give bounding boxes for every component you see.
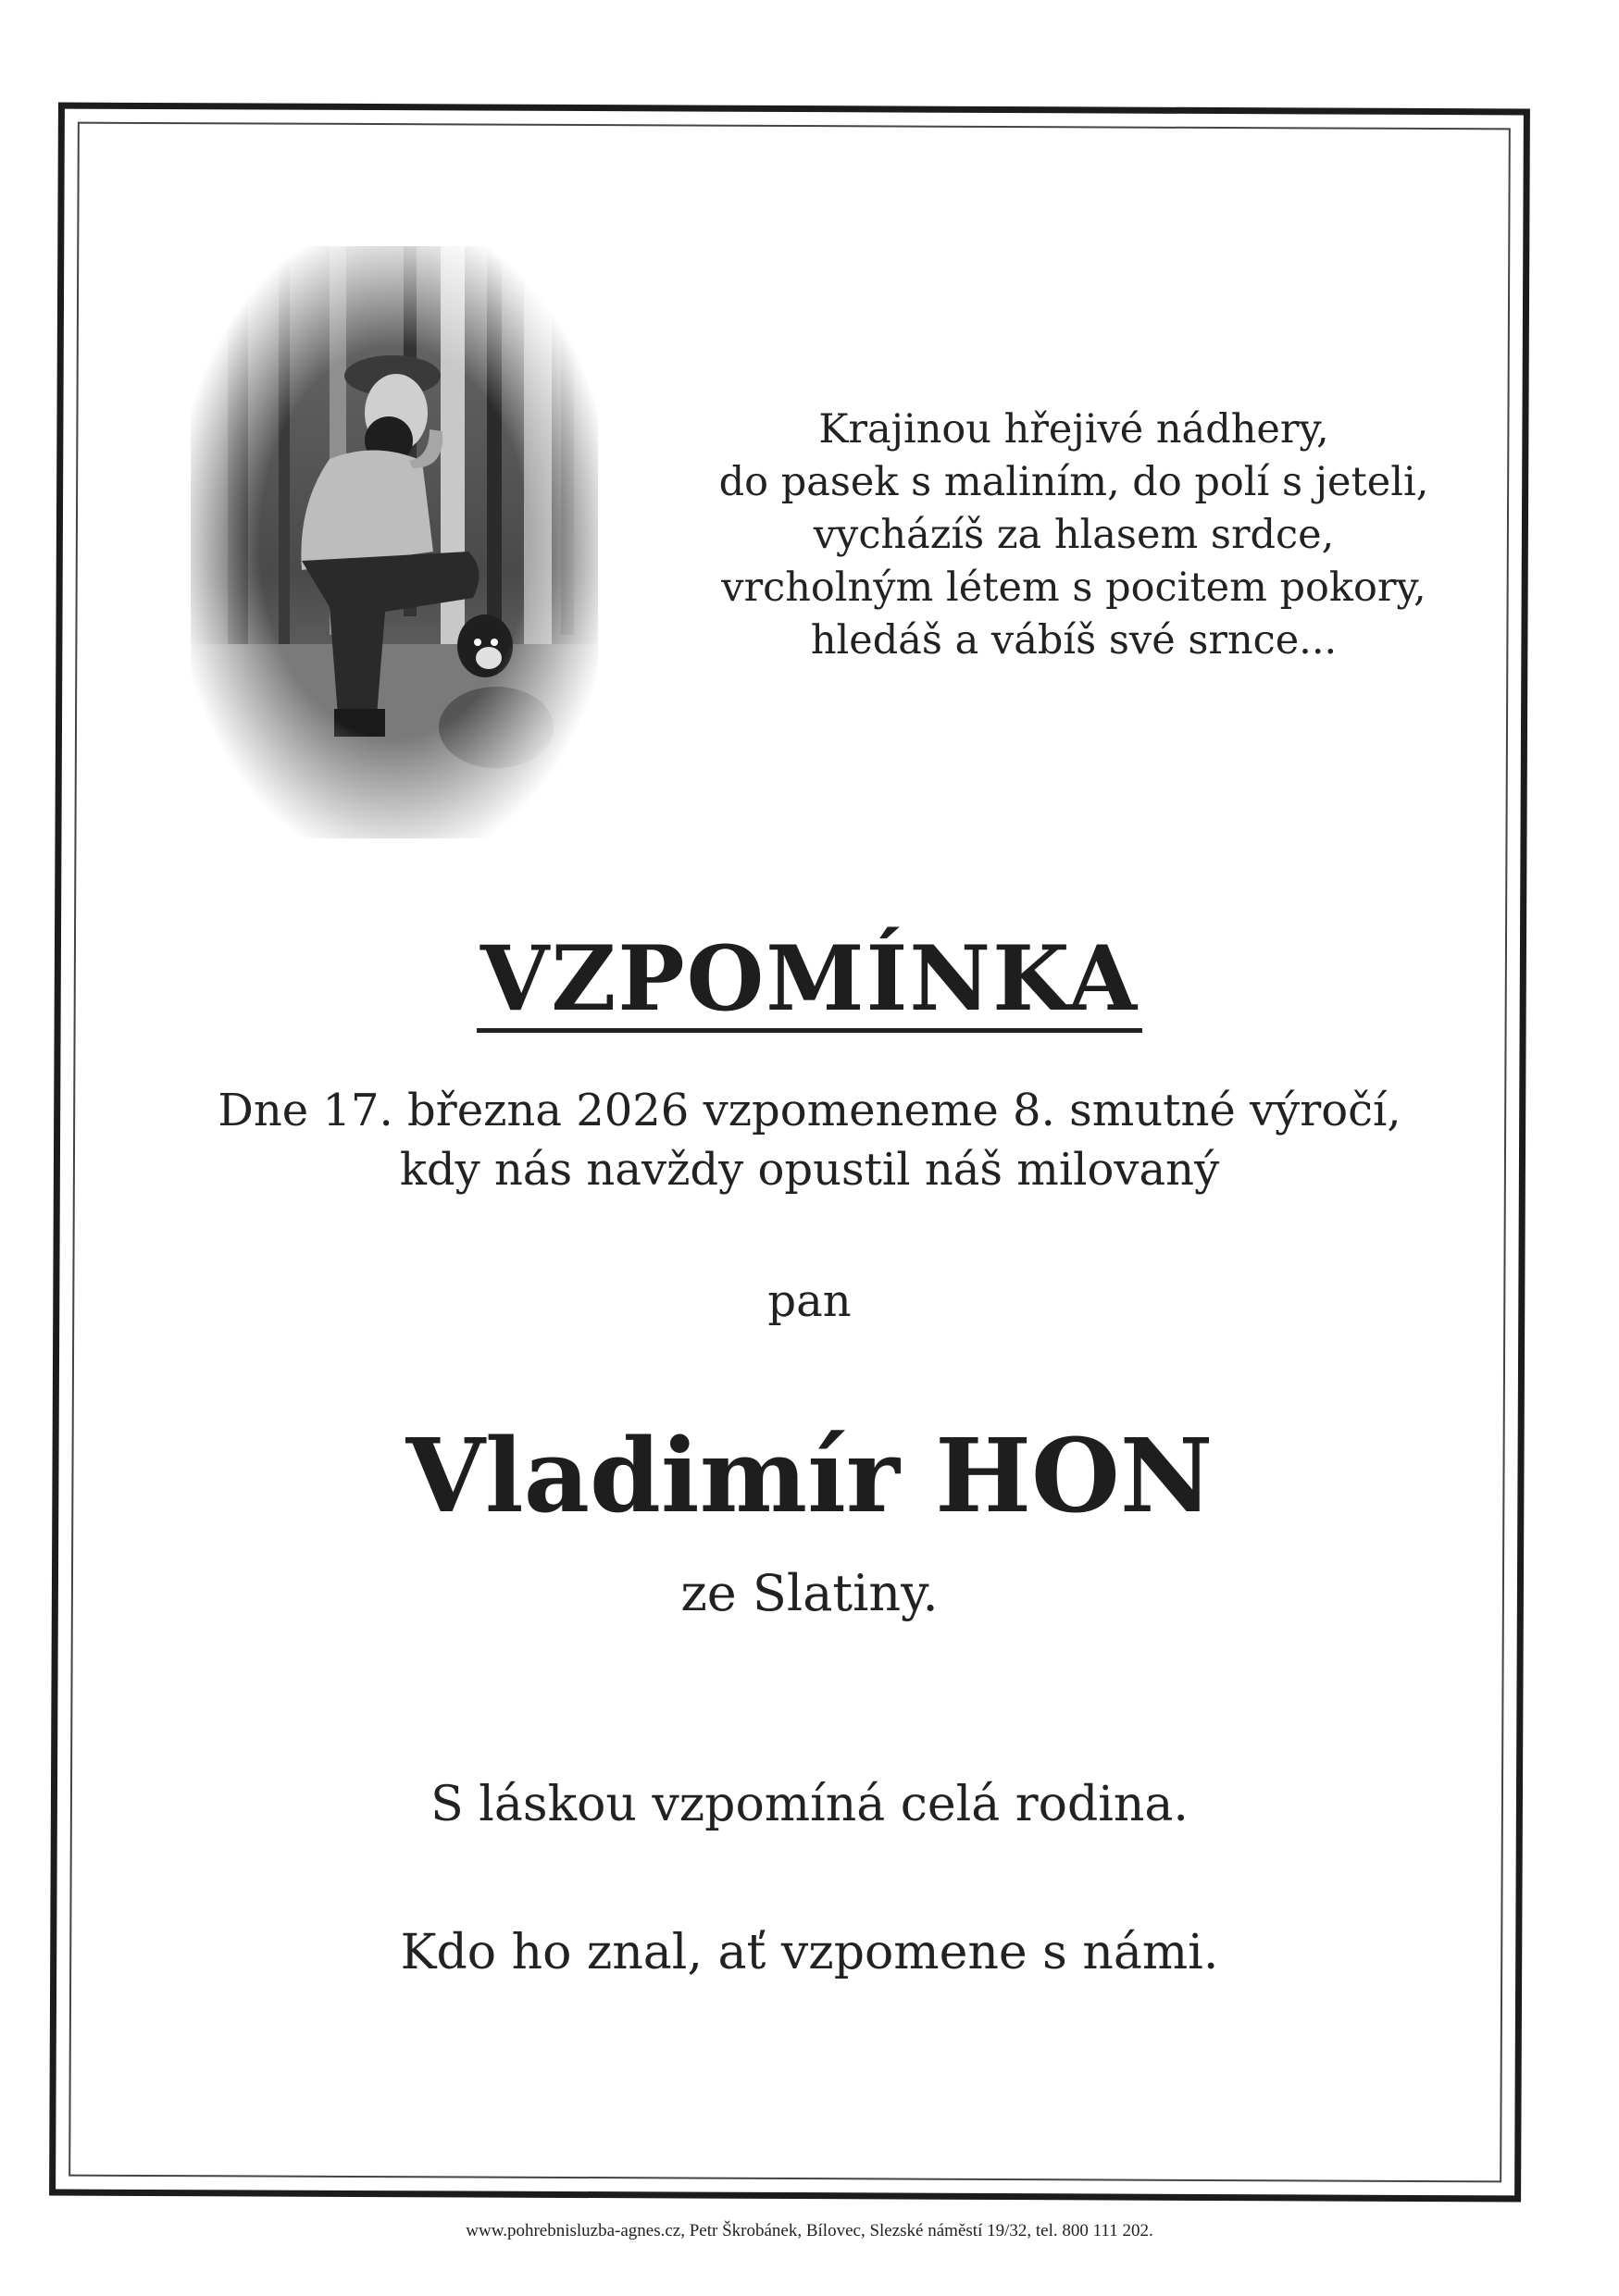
page-title: VZPOMÍNKA <box>477 930 1142 1033</box>
invite-line: Kdo ho znal, ať vzpomene s námi. <box>400 1925 1219 1980</box>
origin: ze Slatiny. <box>680 1564 939 1622</box>
poem-line: do pasek s maliním, do polí s jeteli, <box>718 459 1429 505</box>
family-line: S láskou vzpomíná celá rodina. <box>430 1777 1189 1832</box>
heading-container <box>0 926 1619 1033</box>
poem-line: Krajinou hřejivé nádhery, <box>818 406 1329 453</box>
footer-contact: www.pohrebnisluzba-agnes.cz, Petr Škrobánek, Bílovec, Slezské náměstí 19/32, tel. 800 111 202. <box>466 2221 1153 2240</box>
poem-line: vycházíš za hlasem srdce, <box>813 512 1335 558</box>
poem-line: hledáš a vábíš své srnce... <box>810 617 1338 664</box>
memorial-photo <box>191 246 598 838</box>
title-word: pan <box>767 1275 852 1327</box>
poem <box>666 403 1481 667</box>
deceased-name: Vladimír HON <box>405 1416 1214 1535</box>
announcement-line-1: Dne 17. března 2026 vzpomeneme 8. smutné výročí, <box>218 1085 1401 1136</box>
announcement <box>0 1081 1619 1199</box>
announcement-line-2: kdy nás navždy opustil náš milovaný <box>399 1144 1220 1196</box>
memorial-photo-man-with-dog-icon <box>191 246 598 838</box>
poem-line: vrcholným létem s pocitem pokory, <box>721 565 1426 611</box>
